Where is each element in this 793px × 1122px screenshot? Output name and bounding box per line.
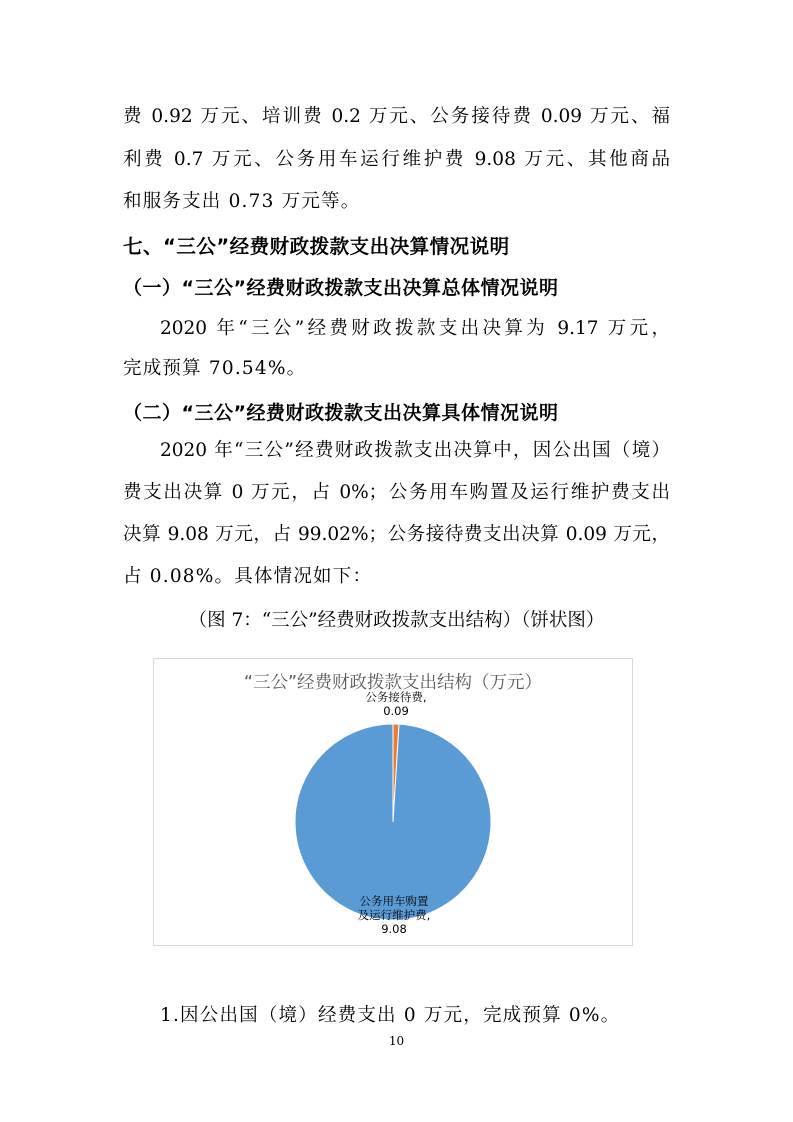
item-1: 1.因公出国（境）经费支出 0 万元，完成预算 0%。 [160, 1005, 621, 1026]
subsection-2-line-4: 占 0.08%。具体情况如下： [123, 566, 373, 587]
subsection-2-line-2: 费支出决算 0 万元，占 0%；公务用车购置及运行维护费支出 [123, 482, 670, 503]
pie-label-reception-value: 0.09 [383, 704, 409, 718]
figure-caption: （图 7：“三公”经费财政拨款支出结构）（饼状图） [188, 610, 605, 631]
pie-label-vehicle-value: 9.08 [381, 922, 407, 936]
subsection-2-title: （二）“三公”经费财政拨款支出决算具体情况说明 [123, 402, 559, 424]
body-line-2: 利费 0.7 万元、公务用车运行维护费 9.08 万元、其他商品 [123, 149, 670, 170]
body-line-1: 费 0.92 万元、培训费 0.2 万元、公务接待费 0.09 万元、福 [123, 106, 670, 127]
subsection-1-line-1: 2020 年“三公”经费财政拨款支出决算为 9.17 万元， [160, 318, 670, 339]
page-number: 10 [388, 1034, 405, 1048]
pie-label-reception [346, 690, 446, 718]
subsection-2-line-3: 决算 9.08 万元，占 99.02%；公务接待费支出决算 0.09 万元， [123, 524, 670, 545]
pie-label-vehicle-name-2: 及运行维护费, [357, 908, 431, 922]
section-title: 七、“三公”经费财政拨款支出决算情况说明 [123, 235, 510, 258]
pie-slice-vehicle [295, 724, 491, 920]
subsection-1-title: （一）“三公”经费财政拨款支出决算总体情况说明 [123, 277, 559, 299]
subsection-1-line-2: 完成预算 70.54%。 [123, 358, 307, 379]
subsection-2-line-1: 2020 年“三公”经费财政拨款支出决算中，因公出国（境） [160, 440, 670, 461]
pie-chart [153, 658, 633, 946]
pie-label-vehicle-name-1: 公务用车购置 [359, 894, 429, 908]
pie-label-reception-name: 公务接待费, [365, 690, 427, 704]
chart-title: “三公”经费财政拨款支出结构（万元） [243, 673, 543, 693]
pie-label-vehicle [334, 894, 454, 936]
body-line-3: 和服务支出 0.73 万元等。 [123, 191, 361, 212]
